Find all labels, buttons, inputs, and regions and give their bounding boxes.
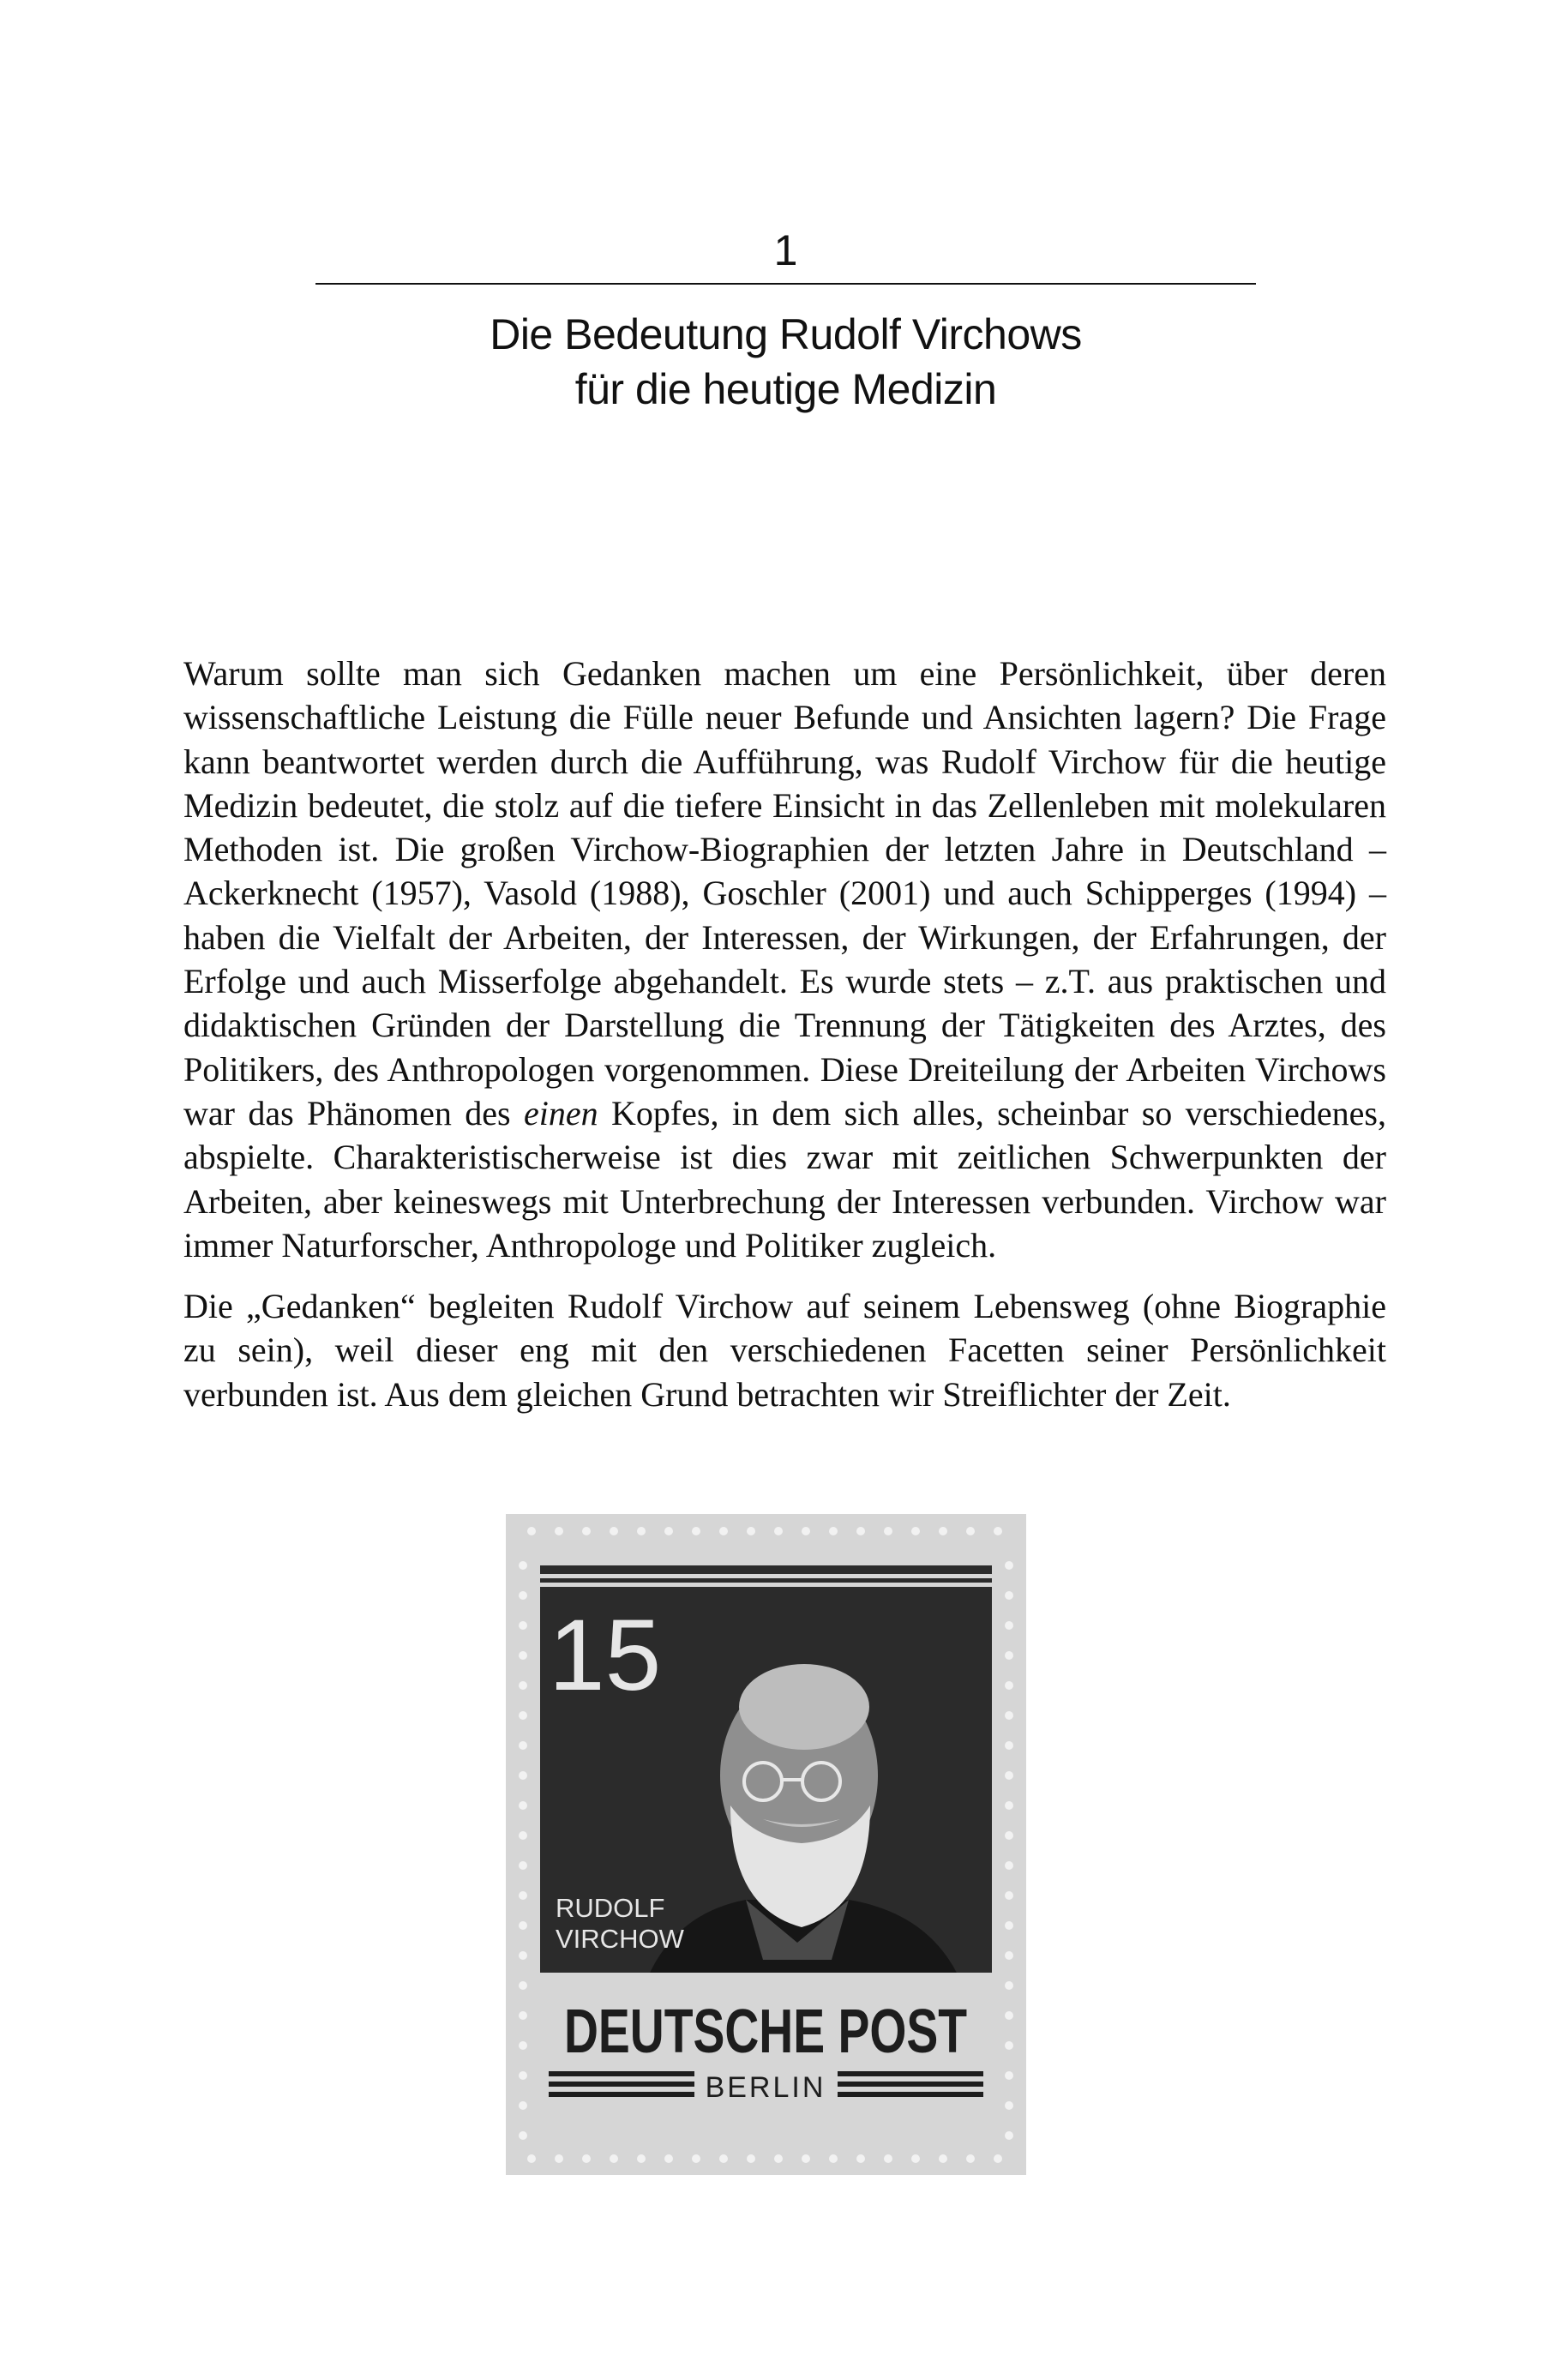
paragraph-1 xyxy=(183,652,1386,1267)
stamp-top-rule xyxy=(540,1565,992,1574)
stamp-country: DEUTSCHE POST xyxy=(564,1998,968,2066)
chapter-divider xyxy=(315,283,1256,285)
chapter-number: 1 xyxy=(773,226,798,274)
paragraph-1-text-a: Warum sollte man sich Gedanken machen um eine Persönlichkeit, über deren wissenschaftliche Leistung die Fülle neuer Befunde und Ansichten lagern? Die Frage kann beantwortet werden durch die Aufführung, was Rudolf Virchow für die heutige Medizin bedeutet, die stolz auf die tiefere Einsicht in das Zellenleben mit molekularen Methoden ist. Die großen Virchow-Biographien der letzten Jahre in Deutschland – Ackerknecht (1957), Vasold (1988), Goschler (2001) und auch Schipperges (1994) – haben die Vielfalt der Arbeiten, der Interessen, der Wirkungen, der Erfahrungen, der Erfolge und auch Misserfolge abgehandelt. Es wurde stets – z.T. aus praktischen und didaktischen Gründen der Darstellung die Trennung der Tätigkeiten des Arztes, des Politikers, des Anthropologen vorgenommen. Diese Dreiteilung der Arbeiten Virchows war das Phänomen des xyxy=(183,654,1386,1132)
chapter-title-line-1: Die Bedeutung Rudolf Virchows xyxy=(490,310,1082,358)
stamp-value: 15 xyxy=(549,1599,662,1712)
stamp-city: BERLIN xyxy=(705,2071,826,2104)
postage-stamp xyxy=(506,1514,1026,2175)
stamp-illustration xyxy=(506,1514,1026,2175)
paragraph-1-text-b: Kopfes, in dem sich alles, scheinbar so verschiedenes, abspielte. Charakteristischerweise ist dies zwar mit zeitlichen Schwerpunkten der Arbeiten, aber keineswegs mit Unterbrechung der Interessen verbunden. Virchow war immer Naturforscher, Anthropologe und Politiker zugleich. xyxy=(183,1093,1386,1265)
body-text xyxy=(183,652,1386,1416)
paragraph-2: Die „Gedanken“ begleiten Rudolf Virchow auf seinem Lebensweg (ohne Biographie zu sein), weil dieser eng mit den verschiedenen Facetten seiner Persönlichkeit verbunden ist. Aus dem gleichen Grund betrachten wir Streiflichter der Zeit. xyxy=(183,1287,1386,1414)
stamp-name-line-1: RUDOLF xyxy=(556,1893,665,1923)
emphasis-text: einen xyxy=(523,1093,598,1132)
portrait-hair xyxy=(739,1664,869,1750)
chapter-title-line-2: für die heutige Medizin xyxy=(574,365,997,413)
chapter-title xyxy=(315,307,1256,417)
stamp-name-line-2: VIRCHOW xyxy=(556,1924,684,1954)
